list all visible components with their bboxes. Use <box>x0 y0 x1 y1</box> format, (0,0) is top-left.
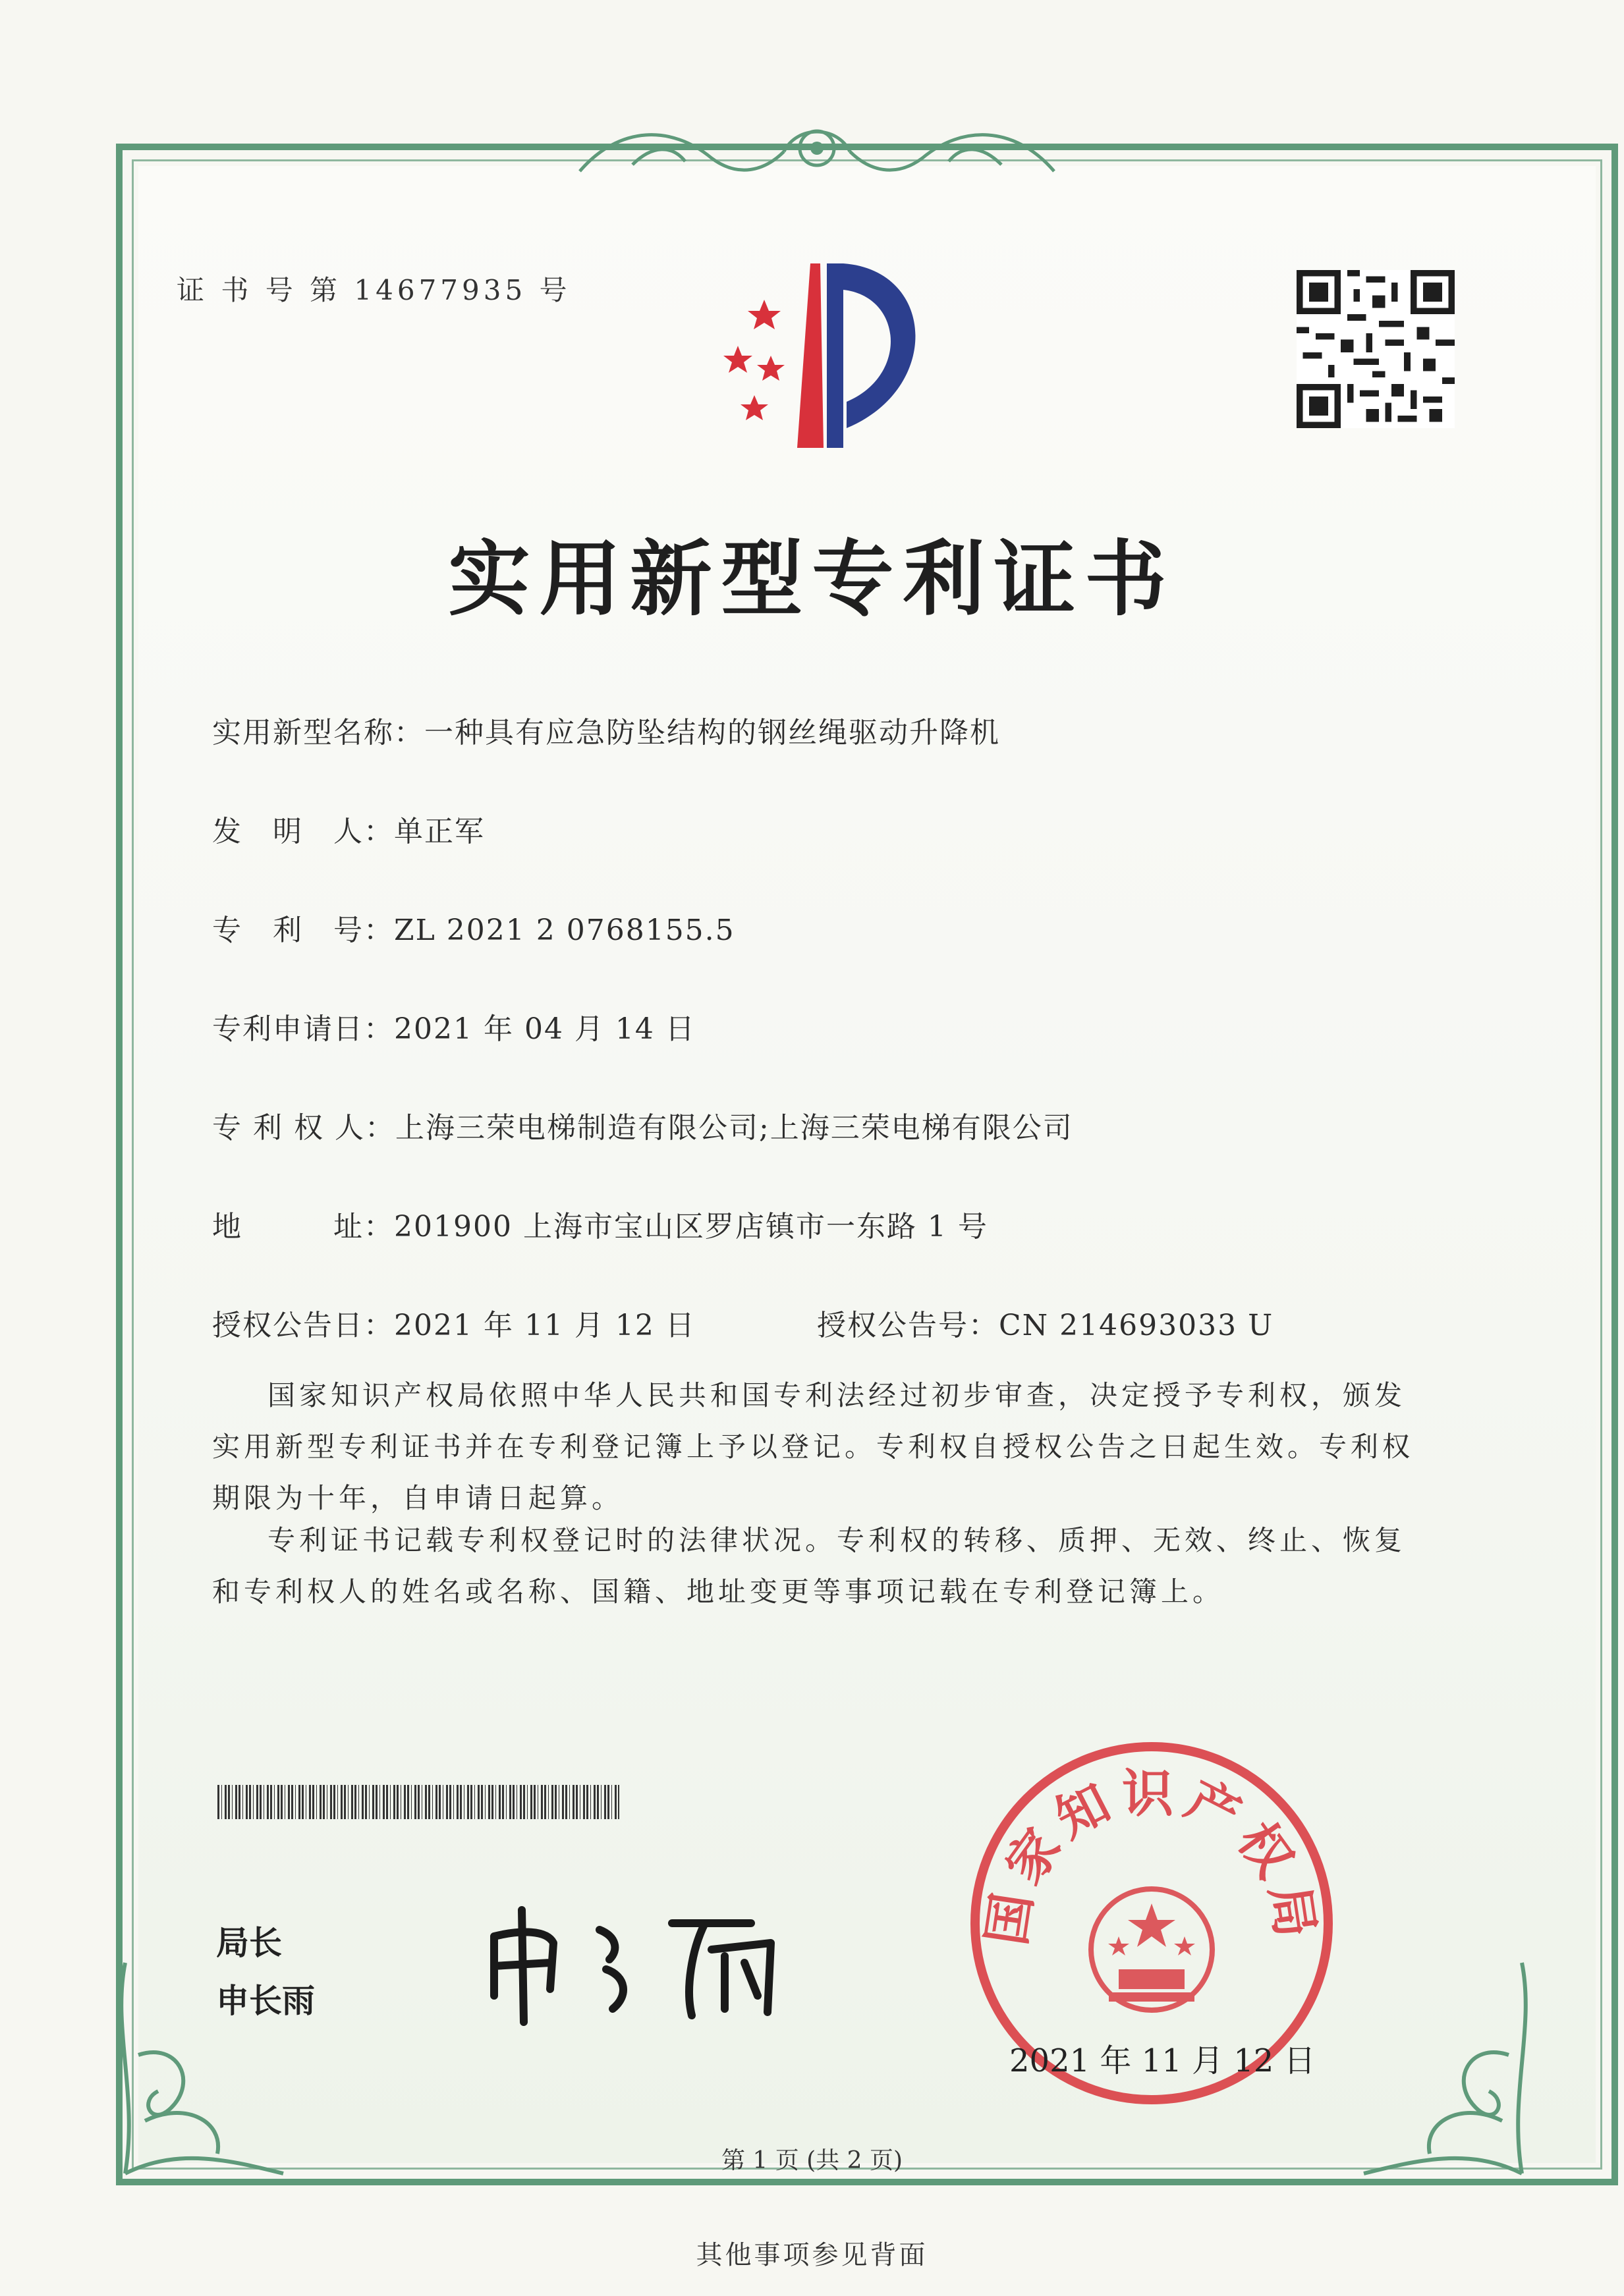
certificate-number: 证 书 号 第 14677935 号 <box>177 274 571 306</box>
field-address <box>212 1203 988 1245</box>
certificate-border-inner <box>132 159 1602 2170</box>
top-ornament <box>567 112 1067 191</box>
certificate-title: 实用新型专利证书 <box>448 532 1176 627</box>
page-number: 第 1 页 (共 2 页) <box>721 2147 903 2174</box>
field-utility-model-name <box>212 709 1000 751</box>
statement-paragraph-2: 专利证书记载专利权登记时的法律状况。专利权的转移、质押、无效、终止、恢复和专利权人的姓名或名称、国籍、地址变更等事项记载在专利登记簿上。 <box>212 1524 1407 1608</box>
field-label: 专利申请日： <box>212 1012 394 1046</box>
field-grant-date <box>212 1301 696 1344</box>
seal-date: 2021 年 11 月 12 日 <box>1009 2042 1316 2079</box>
field-value: 一种具有应急防坠结构的钢丝绳驱动升降机 <box>424 716 1000 750</box>
statement-paragraph-1: 国家知识产权局依照中华人民共和国专利法经过初步审查，决定授予专利权，颁发实用新型专利证书并在专利登记簿上予以登记。专利权自授权公告之日起生效。专利权期限为十年，自申请日起算。 <box>212 1379 1414 1514</box>
field-label: 专 利 权 人： <box>212 1111 395 1145</box>
field-patent-number <box>212 906 735 948</box>
field-label: 发 明 人： <box>212 815 394 848</box>
field-label: 授权公告号： <box>817 1309 999 1342</box>
field-label: 实用新型名称： <box>212 716 424 750</box>
field-value: CN 214693033 U <box>999 1309 1274 1342</box>
field-value: 上海三荣电梯制造有限公司;上海三荣电梯有限公司 <box>395 1111 1073 1145</box>
field-value: 201900 上海市宝山区罗店镇市一东路 1 号 <box>394 1210 988 1244</box>
field-value: 2021 年 04 月 14 日 <box>394 1012 696 1046</box>
seal-text: 国家知识产权局 <box>976 1764 1327 1950</box>
director-title: 局长 <box>216 1924 282 1962</box>
field-value: ZL 2021 2 0768155.5 <box>394 914 735 947</box>
director-signature <box>474 1897 843 2029</box>
field-inventor <box>212 807 485 850</box>
field-label: 专 利 号： <box>212 914 394 947</box>
field-value: 2021 年 11 月 12 日 <box>394 1309 696 1342</box>
field-value: 单正军 <box>394 815 485 848</box>
qr-code <box>1297 270 1455 428</box>
barcode <box>217 1785 619 1819</box>
field-label: 授权公告日： <box>212 1309 394 1342</box>
director-name: 申长雨 <box>216 1982 315 2020</box>
field-label: 地 址： <box>212 1210 394 1244</box>
patent-office-logo <box>685 250 949 454</box>
field-patentee <box>212 1104 1073 1146</box>
footer-note: 其他事项参见背面 <box>696 2240 928 2270</box>
field-filing-date <box>212 1005 696 1047</box>
field-grant-number <box>817 1301 1274 1344</box>
